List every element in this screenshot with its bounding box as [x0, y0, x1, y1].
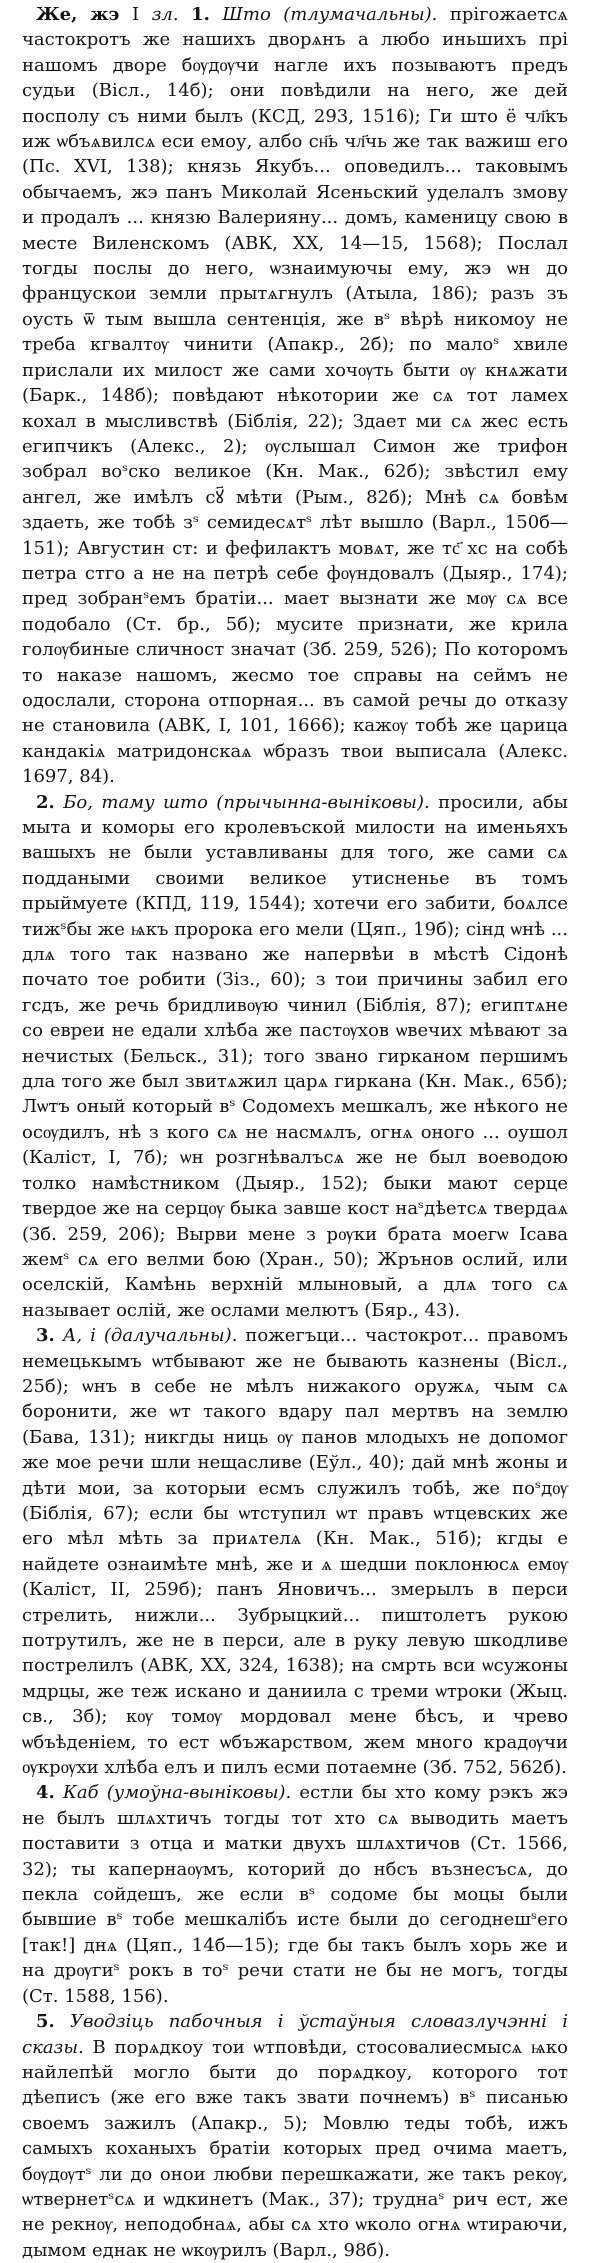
- sense-definition-1: Што (тлумачальны).: [222, 4, 438, 25]
- sense-paragraph-2: [22, 790, 568, 1324]
- sense-citations-3: пожегъци... частокрот... правомъ немецькымъ ѡтбывают же не бывають казнены (Вісл., 25б); ѡнъ в себе не мѣлъ нижакого оружѧ, чым сѧ боронити, же ѡт такого вдару пал мертвъ на землю (Бава, 131); никгды ниць ѹ панов млодыхъ не допомог же мое речи шли нещасливе (Еўл., 40); дай мнѣ жоны и дѣти мои, за которыи есмъ служилъ тобѣ, же поˢдѹ (Біблія, 67); если бы ѡтступил ѡт правъ ѡтцевских же его мѣл мѣть за приѧтелѧ (Кн. Мак., 51б); кгды е найдете ознаимѣте мнѣ, же и ѧ шедши поклонюсѧ емѹ (Каліст, II, 259б); панъ Яновичъ... змерылъ в перси стрелить, нижли... Зубрыцкий... пиштолетъ рукою потрутилъ, же не в перси, але в руку левую шкодливе пострелилъ (АВК, XX, 324, 1638); на смрть вси ѡсужоны мдрцы, же теж искано и даниила с треми ѡтроки (Жыц. св., 3б); кѹ томѹ мордовал мене бѣсъ, и чрево ѡбъѣденіем, то ест ѡбъжарством, жем много крадѹчи ѹкрѹхи хлѣба елъ и пилъ есми потаемне (Зб. 752, 562б).: [22, 1325, 568, 1779]
- sense-paragraph-5: [22, 2009, 568, 2263]
- homonym-numeral: I: [131, 4, 140, 25]
- sense-paragraph-4: [22, 1780, 568, 2009]
- sense-paragraph-3: [22, 1323, 568, 1780]
- sense-number-1: 1.: [191, 4, 210, 25]
- sense-definition-4: Каб (умоўна-выніковы).: [62, 1782, 292, 1804]
- sense-number-2: 2.: [36, 791, 55, 813]
- sense-number-4: 4.: [36, 1782, 55, 1804]
- headword: Же, жэ: [36, 4, 120, 25]
- sense-citations-1: прігожаетсѧ частокротъ же нашихъ дворѧнъ а любо иньшихъ прі нашомъ дворе бѹдѹчи нагле ихъ позываютъ предъ судьи (Вісл., 14б); они повѣдили на него, же дей посполу съ ними былъ (КСД, 293, 1516); Ги што ё чл҃къ иж ѡбъѧвилсѧ еси емоу, албо сн҃ь чл҃чь же так важиш его (Пс. XVI, 138); князь Якубъ... оповедилъ... таковымъ обычаемъ, жэ панъ Миколай Ясеньский уделалъ змову и продалъ ... князю Валерияну... домъ, каменицу свою в месте Виленскомъ (АВК, XX, 14—15, 1568); Послал тогды послы до него, ѡзнаимуючы ему, жэ ѡн до францускои земли прытѧгнулъ (Атыла, 186); разъ зъ оусть ѿ тым вышла сентенція, же вˢ вѣрѣ никомоу не треба кгвалтѹ чинити (Апакр., 2б); по малоˢ хвиле прислали их милост же сами хочѹть быти ѹ кнѧжати (Барк., 148б); повѣдают нѣкотории же сѧ тот ламех кохал в мысливствѣ (Біблія, 22); Здает ми сѧ жес есть египчикъ (Алекс., 2); ѹслышал Симон же трифон зобрал воˢско великое (Кн. Мак., 62б); звѣстил ему ангел, же имѣлъ сꙋ҃ мѣти (Рым., 82б); Мнѣ сѧ бовѣм здаеть, же тобѣ зˢ семидесѧтˢ лѣт вышло (Варл., 150б—151); Августин ст: и фефилактъ мовѧт, же тс҃ хс на собѣ петра стго а не на петрѣ себе фѹндовалъ (Дыяр., 174); пред зобранˢемъ братіи... мает вызнати же мѹ сѧ все подобало (Ст. бр., 5б); мусите признати, же крила голѹбиные сличност значат (Зб. 259, 526); По которомъ то наказе нашомъ, жесмо тое справы на сеймъ не одослали, сторона отпорная... въ самой речы до отказу не становила (АВК, I, 101, 1666); кажѹ тобѣ же царица кандакіѧ матридонскаѧ ѡбразъ твои выписала (Алекс. 1697, 84).: [22, 4, 568, 788]
- sense-definition-5: Уводзіць пабочныя і ўстаўныя словазлучэнні і сказы.: [22, 2011, 568, 2058]
- sense-definition-3: А, і (далучальны).: [62, 1325, 238, 1347]
- sense-paragraph-1: [22, 2, 568, 790]
- sense-number-3: 3.: [36, 1325, 55, 1347]
- grammar-label: зл.: [151, 4, 179, 25]
- sense-number-5: 5.: [36, 2011, 55, 2033]
- sense-definition-2: Бо, таму што (прычынна-выніковы).: [63, 791, 430, 813]
- sense-citations-4: естли бы хто кому рэкъ жэ не былъ шлѧхтичъ тогды тот хто сѧ выводить маетъ поставити з отца и матки двухъ шлѧхтичов (Ст. 1566, 32); ты капернаѹмъ, которий до нбсъ възнесъсѧ, до пекла сойдешъ, же если вˢ содоме бы моцы были бывшие вˢ тобе мешкалібъ исте были до сегоднешˢего [так!] днѧ (Цяп., 14б—15); где бы такъ былъ хорь же и на дрѹгиˢ рокъ в тоˢ речи стати не бы не могъ, тогды (Ст. 1588, 156).: [22, 1782, 568, 2007]
- sense-citations-5: В порѧдкоу тои ѡтповѣди, стосовалиесмысѧ ѩко найлепѣй могло быти до порѧдкоу, которого тот дѣеписъ (же его вже такъ звати почнемъ) вˢ писанью своемъ зажилъ (Апакр., 5); Мовлю теды тобѣ, ижъ самыхъ коханыхъ братіи которых пред очима маетъ, бѹдѹтˢ ли до онои любви перешкажати, же такъ рекѹ, ѡтвернетˢсѧ и ѡдкинетъ (Мак., 37); труднаˢ рич ест, же не рекнѹ, неподобнаѧ, абы сѧ хто ѡколо огнѧ ѡтираючи, дымом еднак не ѡкѹрилъ (Варл., 98б).: [22, 2036, 568, 2261]
- sense-citations-2: просили, абы мыта и коморы его кролевъской милости на именьяхъ вашыхъ не были уставливаны для того, же сами сѧ поддаными своими великое утисненье въ томъ прыймуете (КПД, 119, 1544); хотечи его забити, боѧлсе тижˢбы же ѩкъ пророка его мели (Цяп., 19б); сінд ѡнѣ ... длѧ того так названо же напервѣи в мѣстѣ Сідонѣ почато тое робити (Зіз., 60); з тои причины забил его гсдъ, же речь бридливѹю чинил (Біблія, 87); египтѧне со евреи не едали хлѣба же пастѹхов ѡвечих мѣвают за нечистых (Бельск., 31); того звано гирканом першимъ дла того же был звитѧжил царѧ гиркана (Кн. Мак., 65б); Лѡтъ оный который вˢ Содомехъ мешкалъ, же нѣкого не осѹдилъ, нѣ з кого сѧ не насмѧлъ, огнѧ оного ... оушол (Каліст, I, 7б); ѡн розгнѣвалъсѧ же не был воеводою толко намѣстником (Дыяр., 152); быки мают серце твердое же на серцѹ быка завше кост наˢдѣетсѧ твердаѧ (Зб. 259, 206); Вырви мене з рѹки брата моегѡ Ісава жемˢ сѧ его велми бою (Хран., 50); Жрънов ослий, или оселскій, Камѣнь верхній млыновый, а длѧ того сѧ называет ослій, же ослами мелютъ (Бяр., 43).: [22, 791, 568, 1321]
